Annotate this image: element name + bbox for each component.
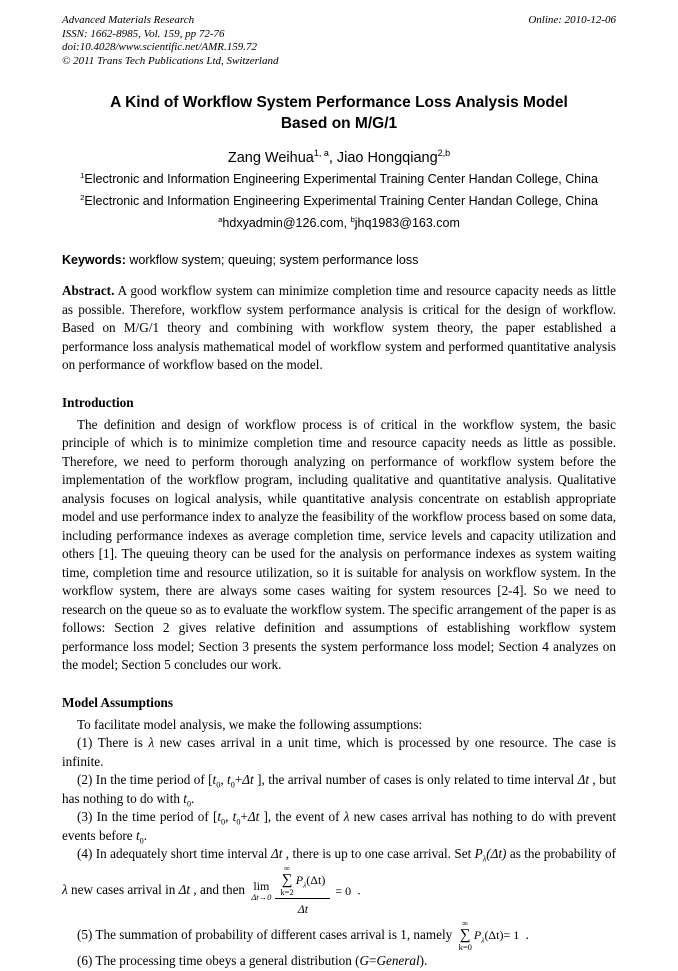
assumption-5-text: (5) The summation of probability of different cases arrival is 1, namely [77,926,456,942]
assumption-2: (2) In the time period of [$t_0$, $t_0+\Delta t$ ], the arrival number of cases is only related to time interval Δt , but has nothing to do with $t_0$. [62,772,617,809]
lim-subscript: Δt→0 [251,891,272,902]
fraction [275,864,330,919]
equals-zero: = 0 [335,883,352,898]
sum-equals-one-formula [459,919,520,953]
publication-info [62,14,278,68]
issn-line: ISSN: 1662-8985, Vol. 159, pp 72-76 [62,27,225,40]
sum-lower-limit: k=0 [458,942,472,953]
probability-symbol: P [295,873,304,888]
probability-symbol: P [473,928,482,943]
assumption-4-text-end: . [354,882,361,898]
publication-header [62,14,616,68]
probability-term [296,871,326,890]
probability-argument: (Δt) [306,873,326,888]
sum-lower-limit: k=2 [280,886,294,897]
assumption-1: (1) There is λ new cases arrival in a unit time, which is processed by one resource. The case is infinite. [62,735,616,769]
copyright-line: © 2011 Trans Tech Publications Ltd, Switzerland [62,54,279,67]
assumption-4-text: (4) In adequately short time interval Δt , there is up to one case arrival. Set $P_\lambda(\Delta t)$ as the probability of λ new cases arrival in Δt , and then [62,846,617,898]
paper-title: A Kind of Workflow System Performance Loss Analysis Model Based on M/G/1 [110,94,568,132]
lambda-subscript: λ [481,935,485,945]
summation-operator [280,864,293,898]
probability-argument: (Δt) [484,928,504,943]
section-heading-introduction: Introduction [62,394,134,410]
keywords-line: Keywords: workflow system; queuing; system performance loss [62,253,419,267]
equals-one: = 1 [503,928,520,943]
summation-operator [459,919,472,953]
assumption-6: (6) The processing time obeys a general distribution (G=General). [77,953,428,969]
online-date: Online: 2010-12-06 [528,14,616,26]
journal-name: Advanced Materials Research [62,14,195,26]
assumption-3: (3) In the time period of [$t_0$, $t_0+\Delta t$ ], the event of λ new cases arrival has nothing to do with prevent events before $t_0$. [62,809,617,846]
lim-word: lim [253,879,270,894]
lim-operator [251,880,271,902]
lambda-subscript: λ [303,880,307,890]
abstract-paragraph: Abstract. A good workflow system can minimize completion time and resource capacity needs as little as possible. Therefore, workflow system performance analysis is critical for the design of workflow. Based on M/G/1 theory and combining with workflow system theory, the paper established a performance loss analysis mathematical model of workflow system and performed quantitative analysis on performance of workflow based on the model. [62,283,616,372]
authors-byline: Zang Weihua$^{1, a}$, Jiao Hongqiang$^{2,b}$ [227,148,451,166]
assumptions-intro-line: To facilitate model analysis, we make the following assumptions: [77,716,423,732]
sum-symbol: ∑ [281,871,293,888]
sum-symbol: ∑ [459,927,471,944]
section-heading-model-assumptions: Model Assumptions [62,694,174,710]
introduction-paragraph: The definition and design of workflow process is of critical in the workflow system, the basic principle of which is to minimize completion time and resource capacity needs as little as possible. Therefore, we need to perform thorough analyzing on performance of workflow system before the implementation of the workflow program, including qualitative and quantitative analysis. Qualitative analysis focuses on logical analysis, while quantitative analysis concentrate on establish appropriate model and use performance index to analyze the feasibility of the workflow process based on some data, including performance indexes as average completion time, service levels and capacity utilization and others [1]. The queuing theory can be used for the analysis on performance indexes as system waiting time, completion time and resource utilization, so it is suitable for analysis on workflow system. In the workflow system, there are always some cases waiting for system resources [2-4]. So we need to research on the queue so as to evaluate the workflow system. The specific arrangement of the paper is as follows: Section 2 gives relative definition and assumptions of establishing workflow system performance loss model; Section 3 presents the system performance loss model; Section 4 analyzes on the model; Section 5 concludes our work. [62,416,616,672]
assumption-5 [62,919,616,953]
affiliation-1: $^1$Electronic and Information Engineering Experimental Training Center Handan College, China [80,170,598,186]
sum-upper-limit: ∞ [284,862,291,873]
assumption-4 [62,845,616,919]
sum-upper-limit: ∞ [462,917,469,928]
assumption-5-text-end: . [522,926,529,942]
affiliation-2: $^2$Electronic and Information Engineering Experimental Training Center Handan College, China [80,192,598,208]
doi-line: doi:10.4028/www.scientific.net/AMR.159.72 [62,41,258,53]
fraction-numerator [275,864,330,900]
fraction-denominator: Δt [297,902,309,917]
probability-term [474,926,504,945]
limit-sum-fraction-formula [251,864,351,919]
author-emails: $^a$hdxyadmin@126.com, $^b$jhq1983@163.com [218,214,460,230]
